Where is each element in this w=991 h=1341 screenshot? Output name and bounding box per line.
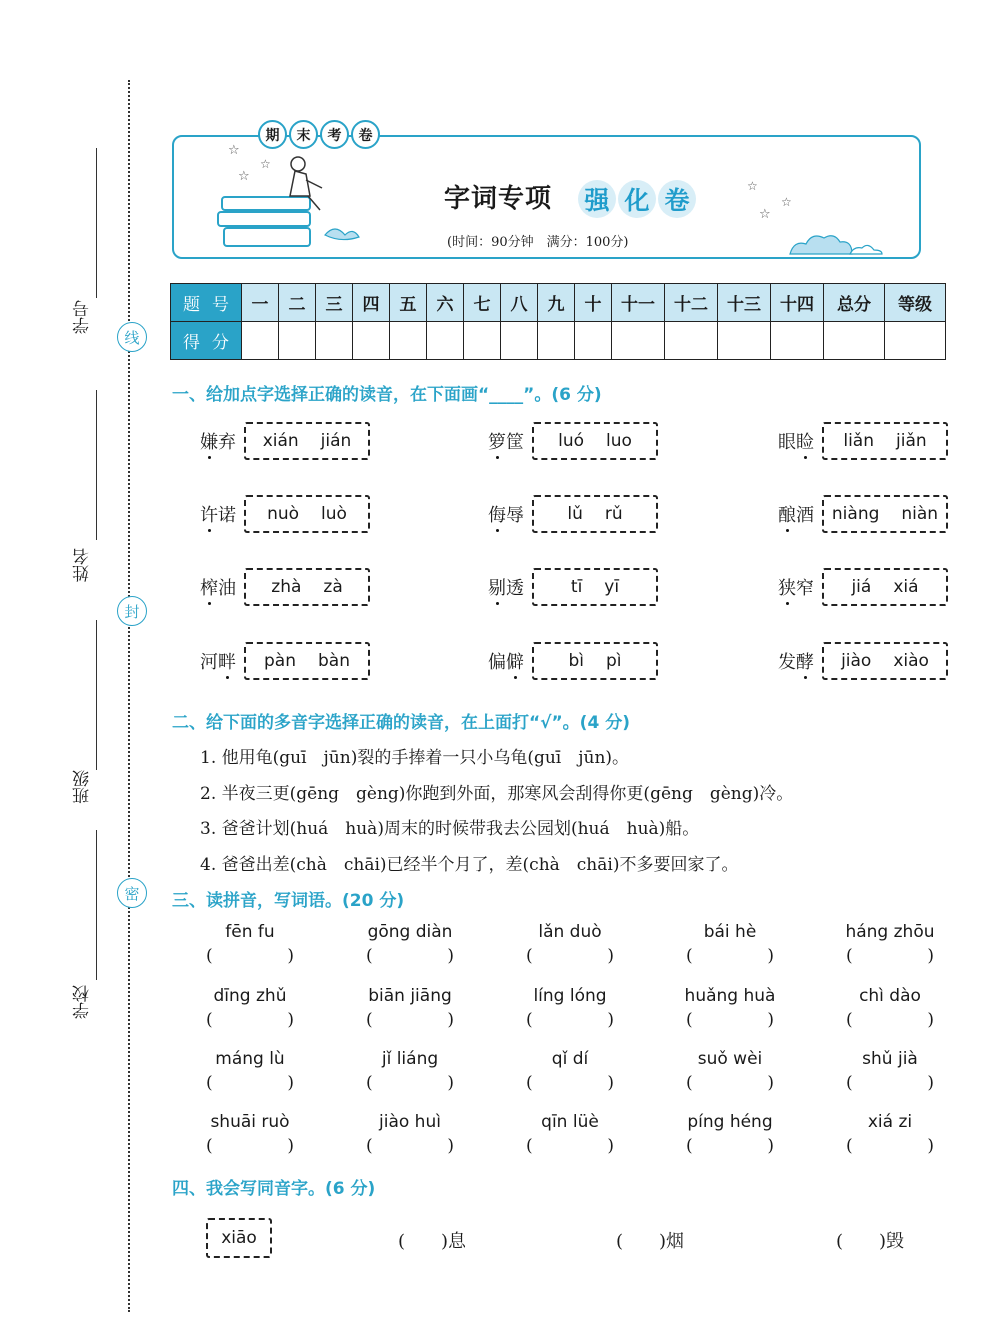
word-char: 筐 (506, 432, 524, 453)
badge-char: 末 (289, 120, 318, 149)
section1-item (488, 495, 658, 533)
score-cell-grade[interactable] (885, 322, 946, 360)
pinyin-prompt: jiào huì (379, 1112, 441, 1132)
section1-item (488, 422, 658, 460)
paren-open: ( (206, 1136, 213, 1156)
section1-item (488, 568, 658, 606)
answer-parentheses[interactable] (820, 946, 960, 966)
pinyin-option[interactable]: jiào (841, 651, 872, 671)
word-char: 酒 (796, 505, 814, 526)
pinyin-option[interactable]: luo (606, 431, 632, 451)
svg-text:☆: ☆ (238, 169, 250, 184)
seal-circle-line: 线 (117, 322, 147, 352)
pinyin-prompt: chì dào (859, 986, 921, 1006)
score-cell[interactable] (390, 322, 427, 360)
column-header: 十三 (718, 284, 771, 322)
section1-word (778, 648, 822, 674)
score-table (170, 283, 946, 360)
score-table-score-row (171, 322, 946, 360)
answer-parentheses[interactable] (660, 1136, 800, 1156)
pinyin-prompt: shuāi ruò (210, 1112, 290, 1132)
section4-answer-2[interactable]: ( )烟 (616, 1231, 685, 1252)
answer-parentheses[interactable] (500, 1136, 640, 1156)
score-cell[interactable] (353, 322, 390, 360)
pinyin-write-cell (340, 922, 480, 966)
pinyin-choice-box (822, 422, 948, 460)
word-char: 狭 (778, 578, 796, 599)
section1-word (488, 428, 532, 454)
pinyin-prompt: jǐ liáng (381, 1049, 439, 1069)
column-header: 七 (464, 284, 501, 322)
section1-item (778, 642, 948, 680)
column-header: 十四 (771, 284, 824, 322)
column-header: 九 (538, 284, 575, 322)
section1-word (778, 501, 822, 527)
binding-dotted-line (128, 80, 130, 1312)
word-char: 发 (778, 652, 796, 673)
word-char: 睑 (796, 432, 814, 453)
word-char: 嫌 (200, 432, 218, 453)
section1-word (778, 428, 822, 454)
school-label: 学校 (73, 985, 93, 1019)
pinyin-option[interactable]: rǔ (604, 504, 623, 524)
section1-word (778, 574, 822, 600)
section4-answer-3[interactable]: ( )毁 (836, 1231, 905, 1252)
pinyin-write-cell (500, 986, 640, 1030)
pinyin-choice-box (532, 422, 658, 460)
answer-parentheses[interactable] (180, 1136, 320, 1156)
answer-parentheses[interactable] (660, 1073, 800, 1093)
pinyin-prompt: suǒ wèi (697, 1049, 763, 1069)
pinyin-write-cell (820, 922, 960, 966)
svg-text:☆: ☆ (781, 195, 792, 209)
pinyin-prompt: qīn lüè (541, 1112, 599, 1132)
pinyin-prompt: háng zhōu (845, 922, 935, 942)
section1-item (200, 568, 370, 606)
score-cell-total[interactable] (824, 322, 885, 360)
column-header: 二 (279, 284, 316, 322)
word-char: 眼 (778, 432, 796, 453)
pinyin-option[interactable]: jián (320, 431, 352, 451)
paren-close: ) (607, 1010, 614, 1030)
score-cell[interactable] (718, 322, 771, 360)
section1-word (200, 428, 244, 454)
score-cell[interactable] (612, 322, 665, 360)
pinyin-choice-box (244, 568, 370, 606)
score-cell[interactable] (665, 322, 718, 360)
stars-clouds-decoration (745, 176, 915, 256)
answer-parentheses[interactable] (500, 946, 640, 966)
paren-close: ) (447, 946, 454, 966)
column-header-grade: 等级 (885, 284, 946, 322)
pinyin-option[interactable]: niàn (901, 504, 939, 524)
pinyin-choice-box (532, 642, 658, 680)
section1-word (200, 648, 244, 674)
pinyin-choice-box (822, 568, 948, 606)
paren-open: ( (366, 946, 373, 966)
column-header: 十二 (665, 284, 718, 322)
paren-close: ) (927, 1136, 934, 1156)
paren-open: ( (526, 1010, 533, 1030)
section1-item (488, 642, 658, 680)
column-header: 六 (427, 284, 464, 322)
column-header: 一 (242, 284, 279, 322)
score-cell[interactable] (242, 322, 279, 360)
word-char: 侮 (488, 505, 506, 526)
pinyin-prompt: píng héng (687, 1112, 773, 1132)
pinyin-prompt: shǔ jià (862, 1049, 918, 1069)
word-char: 偏 (488, 652, 506, 673)
word-char: 弃 (218, 432, 236, 453)
school-line (96, 830, 97, 980)
books-girl-illustration (210, 140, 370, 255)
word-char: 诺 (218, 505, 236, 526)
section4-pinyin-box: xiāo (206, 1218, 272, 1258)
paren-open: ( (846, 1073, 853, 1093)
pinyin-choice-box (532, 495, 658, 533)
word-char: 许 (200, 505, 218, 526)
pinyin-prompt: máng lù (215, 1049, 285, 1069)
svg-text:☆: ☆ (260, 157, 271, 171)
pinyin-write-cell (660, 1112, 800, 1156)
pinyin-write-cell (340, 986, 480, 1030)
pinyin-choice-box (822, 642, 948, 680)
highlight-char: 化 (618, 180, 656, 218)
answer-parentheses[interactable] (820, 1010, 960, 1030)
score-cell[interactable] (575, 322, 612, 360)
pinyin-option[interactable]: bì (568, 651, 584, 671)
answer-parentheses[interactable] (180, 1010, 320, 1030)
word-char: 畔 (218, 652, 236, 673)
pinyin-choice-box (244, 422, 370, 460)
pinyin-option[interactable]: nuò (267, 504, 300, 524)
word-char: 辱 (506, 505, 524, 526)
word-char: 榨 (200, 578, 218, 599)
section1-word (200, 574, 244, 600)
section2-line-3: 3. 爸爸计划(huá huà)周末的时候带我去公园划(huá huà)船。 (200, 819, 700, 839)
pinyin-choice-box (244, 642, 370, 680)
section1-word (488, 574, 532, 600)
section1-item (778, 495, 948, 533)
score-cell[interactable] (279, 322, 316, 360)
paren-open: ( (846, 946, 853, 966)
pinyin-write-cell (500, 922, 640, 966)
pinyin-prompt: fēn fu (225, 922, 275, 942)
student-id-line (96, 148, 97, 298)
pinyin-choice-box (822, 495, 948, 533)
section1-word (488, 648, 532, 674)
answer-parentheses[interactable] (500, 1073, 640, 1093)
score-table-header-row (171, 284, 946, 322)
pinyin-choice-box (532, 568, 658, 606)
paren-close: ) (447, 1073, 454, 1093)
pinyin-option[interactable]: luò (321, 504, 347, 524)
student-id-label: 学号 (73, 300, 93, 334)
paren-close: ) (767, 946, 774, 966)
section4-answer-1[interactable]: ( )息 (398, 1231, 467, 1252)
pinyin-option[interactable]: xiá (893, 577, 919, 597)
paren-open: ( (686, 1073, 693, 1093)
pinyin-option[interactable]: xiào (893, 651, 929, 671)
pinyin-option[interactable]: yī (604, 577, 620, 597)
score-cell[interactable] (464, 322, 501, 360)
pinyin-option[interactable]: jiǎn (896, 431, 927, 451)
score-cell[interactable] (427, 322, 464, 360)
pinyin-write-cell (180, 922, 320, 966)
paren-close: ) (607, 946, 614, 966)
pinyin-write-cell (660, 986, 800, 1030)
score-cell[interactable] (771, 322, 824, 360)
svg-text:☆: ☆ (759, 207, 771, 222)
pinyin-option[interactable]: niàng (831, 504, 880, 524)
page-title: 字词专项 (444, 184, 553, 214)
row-label-question-number: 题号 (171, 284, 242, 322)
paren-close: ) (767, 1010, 774, 1030)
paren-close: ) (447, 1136, 454, 1156)
section2-title: 二、给下面的多音字选择正确的读音，在上面打“√”。(4 分) (172, 713, 630, 733)
pinyin-prompt: biān jiāng (368, 986, 452, 1006)
section1-item (778, 568, 948, 606)
pinyin-write-cell (180, 986, 320, 1030)
paren-close: ) (927, 946, 934, 966)
column-header: 三 (316, 284, 353, 322)
name-label: 姓名 (73, 548, 93, 582)
pinyin-prompt: bái hè (703, 922, 757, 942)
pinyin-option[interactable]: zhà (271, 577, 302, 597)
paren-close: ) (607, 1073, 614, 1093)
section4-title: 四、我会写同音字。(6 分) (172, 1179, 376, 1199)
answer-parentheses[interactable] (340, 1073, 480, 1093)
pinyin-option[interactable]: tī (570, 577, 583, 597)
word-char: 僻 (506, 652, 524, 673)
paren-open: ( (366, 1136, 373, 1156)
section1-word (488, 501, 532, 527)
pinyin-option[interactable]: lǔ (567, 504, 583, 524)
svg-text:☆: ☆ (228, 143, 240, 158)
section1-item (200, 495, 370, 533)
pinyin-prompt: xiá zi (867, 1112, 913, 1132)
seal-circle-seal: 封 (117, 596, 147, 626)
paren-open: ( (206, 1010, 213, 1030)
pinyin-write-cell (180, 1049, 320, 1093)
section1-item (200, 642, 370, 680)
badge-char: 期 (258, 120, 287, 149)
pinyin-option[interactable]: zà (323, 577, 343, 597)
paren-open: ( (686, 1136, 693, 1156)
pinyin-prompt: líng lóng (533, 986, 607, 1006)
name-line (96, 390, 97, 540)
column-header: 十一 (612, 284, 665, 322)
answer-parentheses[interactable] (820, 1073, 960, 1093)
paren-open: ( (526, 1073, 533, 1093)
section2-line-4: 4. 爸爸出差(chà chāi)已经半个月了，差(chà chāi)不多要回家了。 (200, 855, 739, 875)
paren-open: ( (686, 1010, 693, 1030)
answer-parentheses[interactable] (660, 946, 800, 966)
badge-char: 考 (320, 120, 349, 149)
paren-close: ) (447, 1010, 454, 1030)
seal-circle-secret: 密 (117, 878, 147, 908)
paren-close: ) (287, 1010, 294, 1030)
pinyin-write-cell (340, 1049, 480, 1093)
pinyin-option[interactable]: liǎn (843, 431, 874, 451)
answer-parentheses[interactable] (180, 946, 320, 966)
word-char: 油 (218, 578, 236, 599)
pinyin-prompt: qǐ dí (551, 1049, 589, 1069)
paren-open: ( (206, 946, 213, 966)
word-char: 酵 (796, 652, 814, 673)
word-char: 酿 (778, 505, 796, 526)
section2-line-2: 2. 半夜三更(gēng gèng)你跑到外面，那寒风会刮得你更(gēng gèng)冷。 (200, 784, 794, 804)
paren-open: ( (686, 946, 693, 966)
pinyin-option[interactable]: luó (558, 431, 584, 451)
paren-close: ) (287, 1073, 294, 1093)
pinyin-option[interactable]: pàn (264, 651, 296, 671)
answer-parentheses[interactable] (340, 946, 480, 966)
intensify-badges (578, 180, 696, 218)
badge-char: 卷 (351, 120, 380, 149)
paren-close: ) (287, 1136, 294, 1156)
paren-open: ( (846, 1010, 853, 1030)
paren-open: ( (206, 1073, 213, 1093)
section1-title: 一、给加点字选择正确的读音，在下面画“____”。(6 分) (172, 385, 602, 405)
pinyin-option[interactable]: pì (606, 651, 622, 671)
column-header: 四 (353, 284, 390, 322)
paren-close: ) (767, 1136, 774, 1156)
section1-word (200, 501, 244, 527)
pinyin-write-cell (180, 1112, 320, 1156)
paren-open: ( (366, 1010, 373, 1030)
word-char: 河 (200, 652, 218, 673)
class-label: 班级 (73, 770, 93, 804)
answer-parentheses[interactable] (340, 1010, 480, 1030)
pinyin-choice-box (244, 495, 370, 533)
answer-parentheses[interactable] (820, 1136, 960, 1156)
answer-parentheses[interactable] (500, 1010, 640, 1030)
paren-open: ( (526, 1136, 533, 1156)
score-cell[interactable] (501, 322, 538, 360)
answer-parentheses[interactable] (660, 1010, 800, 1030)
column-header: 八 (501, 284, 538, 322)
paren-open: ( (366, 1073, 373, 1093)
pinyin-write-cell (500, 1112, 640, 1156)
section1-item (200, 422, 370, 460)
column-header: 十 (575, 284, 612, 322)
section1-item (778, 422, 948, 460)
section3-title: 三、读拼音，写词语。(20 分) (172, 891, 405, 911)
paren-close: ) (767, 1073, 774, 1093)
pinyin-prompt: lǎn duò (538, 922, 602, 942)
pinyin-prompt: gōng diàn (367, 922, 453, 942)
class-line (96, 620, 97, 770)
score-cell[interactable] (538, 322, 575, 360)
word-char: 箩 (488, 432, 506, 453)
word-char: 剔 (488, 578, 506, 599)
paren-close: ) (287, 946, 294, 966)
paren-open: ( (526, 946, 533, 966)
score-cell[interactable] (316, 322, 353, 360)
column-header: 五 (390, 284, 427, 322)
pinyin-option[interactable]: bàn (318, 651, 350, 671)
pinyin-prompt: huǎng huà (684, 986, 776, 1006)
paren-close: ) (927, 1010, 934, 1030)
pinyin-prompt: dīng zhǔ (213, 986, 287, 1006)
pinyin-option[interactable]: xián (262, 431, 299, 451)
answer-parentheses[interactable] (340, 1136, 480, 1156)
pinyin-write-cell (820, 1049, 960, 1093)
column-header-total: 总分 (824, 284, 885, 322)
svg-text:☆: ☆ (747, 179, 758, 193)
paren-close: ) (927, 1073, 934, 1093)
pinyin-option[interactable]: jiá (851, 577, 872, 597)
highlight-char: 卷 (658, 180, 696, 218)
word-char: 窄 (796, 578, 814, 599)
pinyin-write-cell (500, 1049, 640, 1093)
pinyin-write-cell (660, 1049, 800, 1093)
pinyin-write-cell (820, 1112, 960, 1156)
pinyin-write-cell (340, 1112, 480, 1156)
pinyin-write-cell (660, 922, 800, 966)
paren-close: ) (607, 1136, 614, 1156)
row-label-score: 得分 (171, 322, 242, 360)
word-char: 透 (506, 578, 524, 599)
answer-parentheses[interactable] (180, 1073, 320, 1093)
section2-line-1: 1. 他用龟(guī jūn)裂的手捧着一只小乌龟(guī jūn)。 (200, 748, 630, 768)
pinyin-write-cell (820, 986, 960, 1030)
highlight-char: 强 (578, 180, 616, 218)
exam-time-info: (时间：90分钟 满分：100分) (447, 235, 629, 250)
paren-open: ( (846, 1136, 853, 1156)
